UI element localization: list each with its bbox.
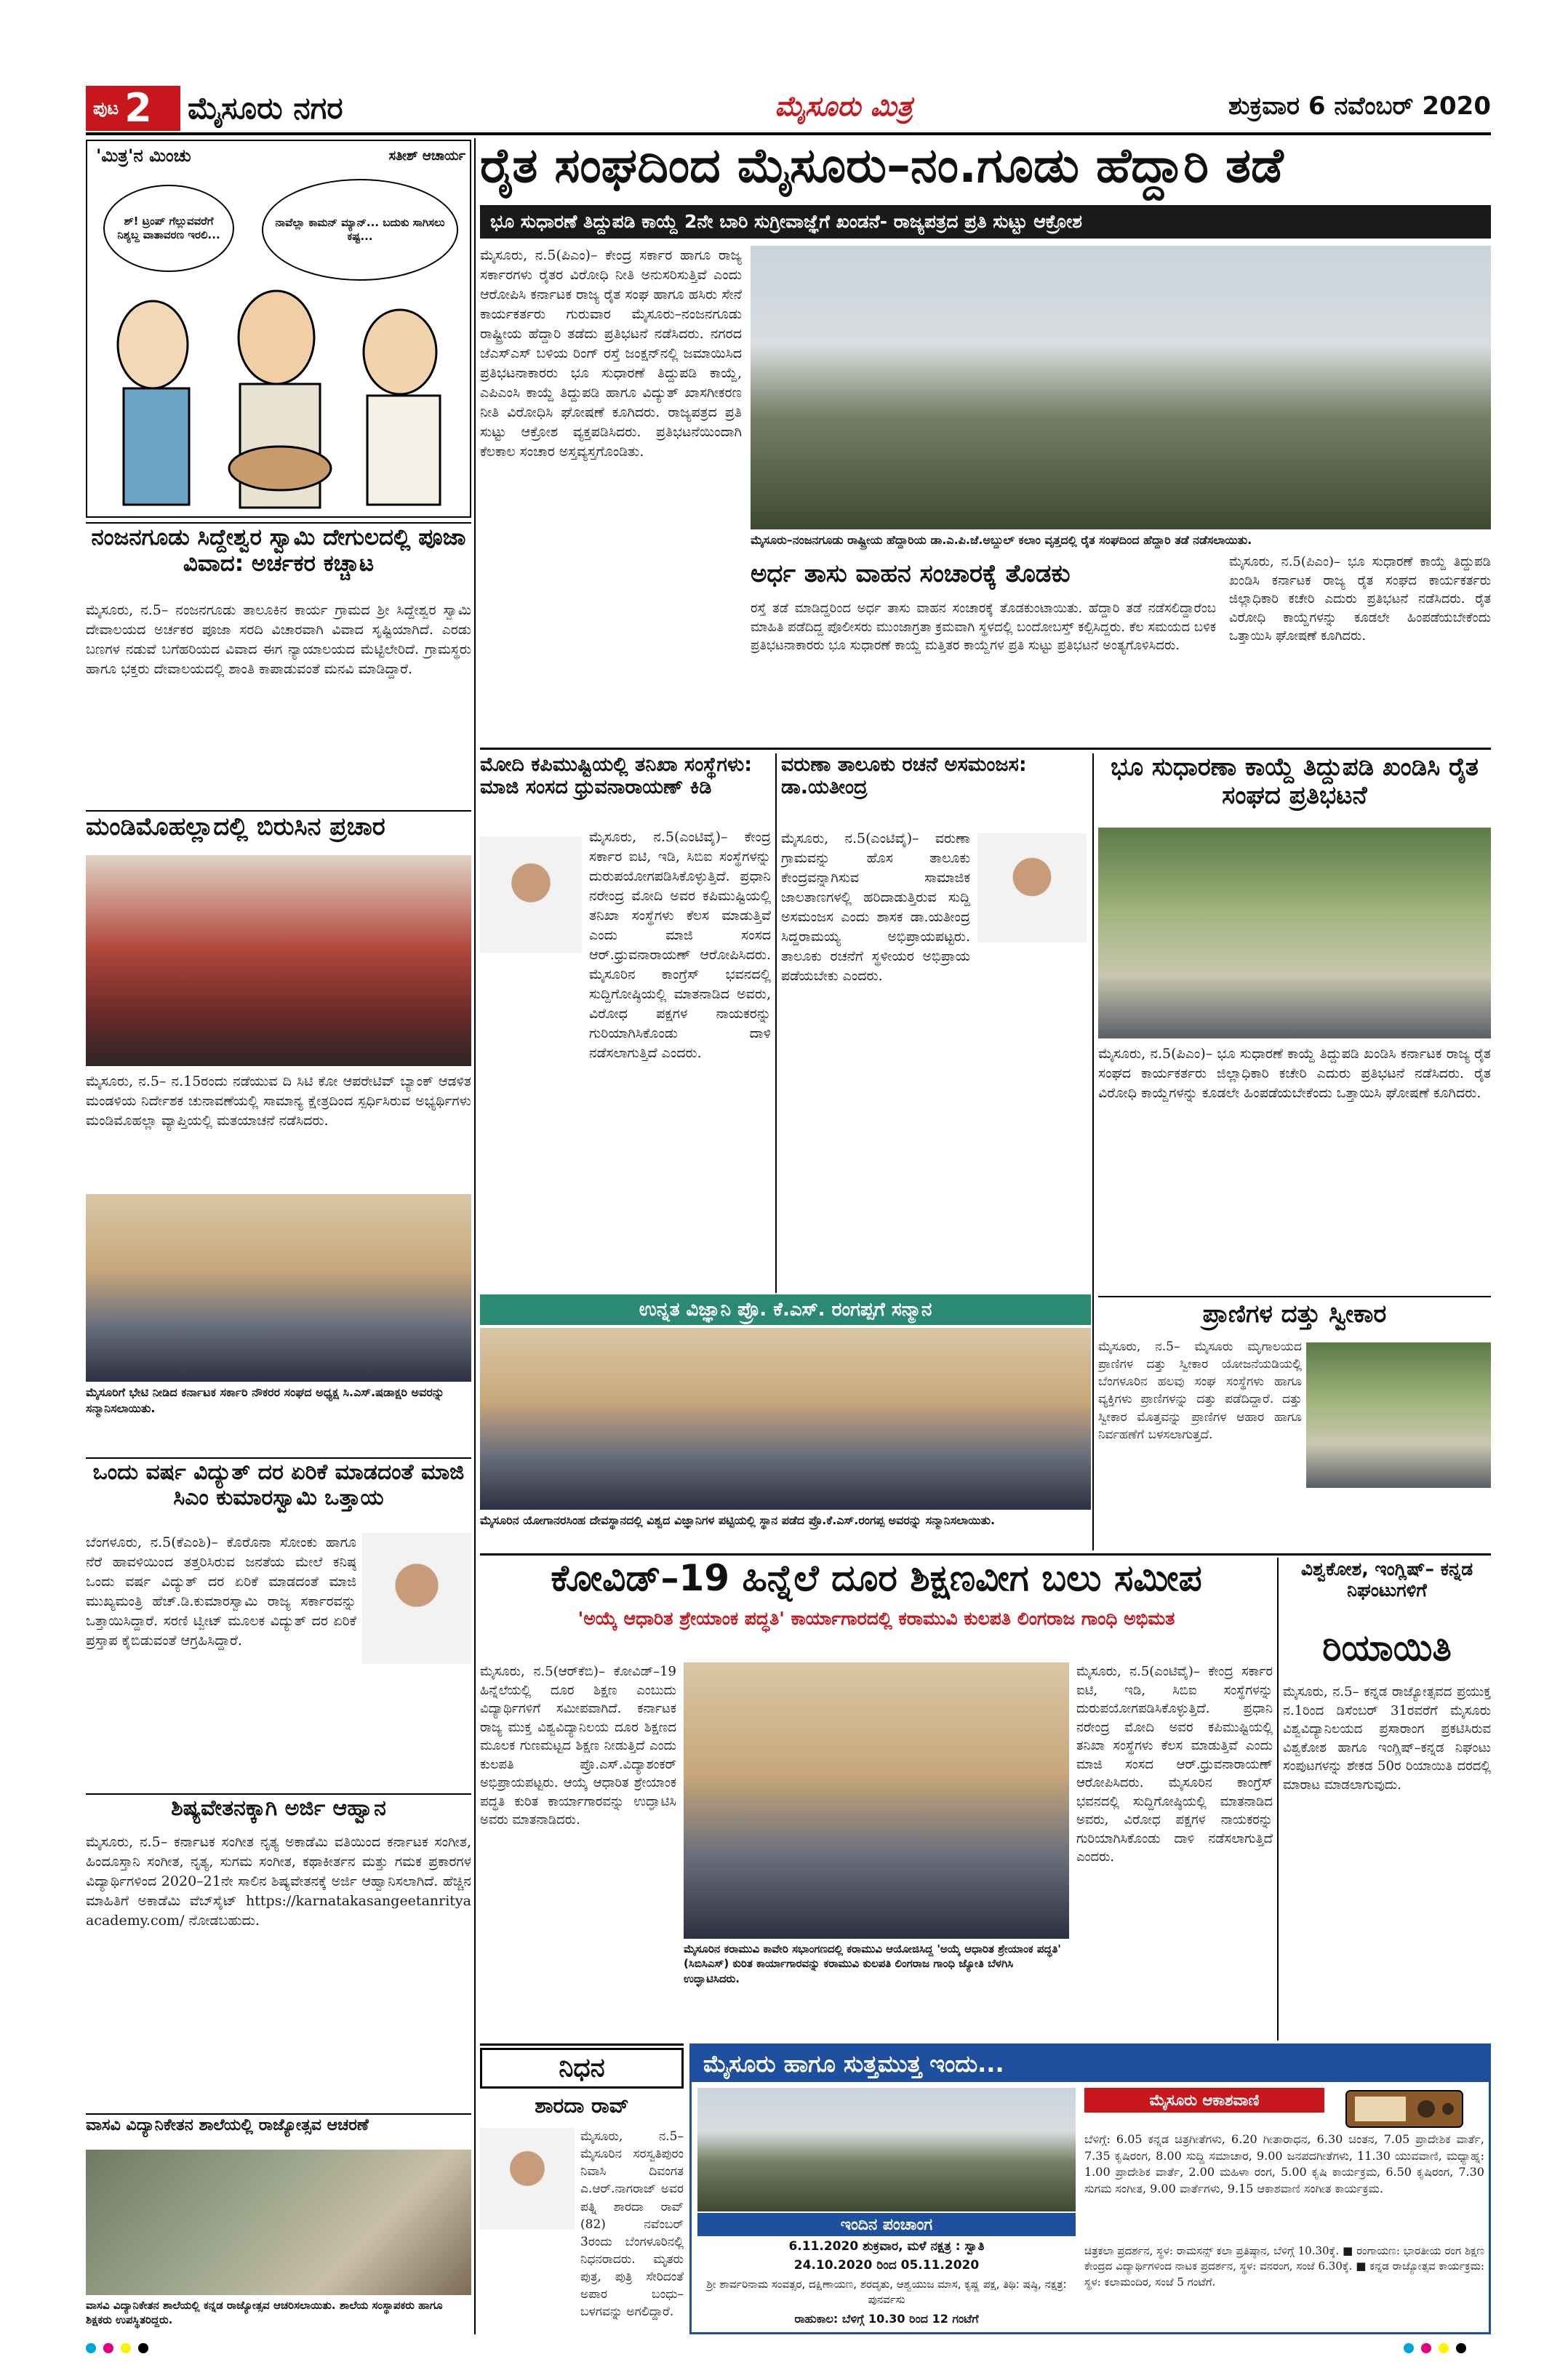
- panchanga-body: ಶ್ರೀ ಶಾರ್ವರಿನಾಮ ಸಂವತ್ಸರ, ದಕ್ಷಿಣಾಯಣ, ಶರದೃತು, ಆಶ್ವಯುಜ ಮಾಸ, ಕೃಷ್ಣ ಪಕ್ಷ, ತಿಥಿ: ಷಷ್ಠಿ, ನಕ್ಷತ್ರ: ಪುನರ್ವಸು: [706, 2278, 1067, 2306]
- registration-dots-right: [1404, 2343, 1491, 2358]
- encyclopedia-headline-small: ವಿಶ್ವಕೋಶ, ಇಂಗ್ಲಿಷ್– ಕನ್ನಡ ನಿಘಂಟುಗಳಿಗೆ: [1300, 1559, 1473, 1601]
- column-divider-3: [1092, 753, 1094, 1550]
- column-divider-4: [1277, 1558, 1279, 2041]
- lead-subheadline-bar: [480, 205, 1491, 239]
- paper-name: ಮೈಸೂರು ಮಿತ್ರ: [775, 90, 913, 122]
- covid-top-rule: [480, 1553, 1491, 1556]
- rangappa-headline: ಉನ್ನತ ವಿಜ್ಞಾನಿ ಪ್ರೊ. ಕೆ.ಎಸ್. ರಂಗಪ್ಪಗೆ ಸನ್ಮಾನ: [639, 1298, 932, 1321]
- covid-subheadline: 'ಅಯ್ಕೆ ಆಧಾರಿತ ಶ್ರೇಯಾಂಕ ಪದ್ಧತಿ' ಕಾರ್ಯಾಗಾರದಲ್ಲಿ ಕರಾಮುವಿ ಕುಲಪತಿ ಲಿಂಗರಾಜ ಗಾಂಧಿ ಅಭಿಮತ: [577, 1609, 1175, 1629]
- radio-title: ಮೈಸೂರು ಆಕಾಶವಾಣಿ: [1149, 2091, 1260, 2109]
- registration-dot-black: [1456, 2343, 1466, 2353]
- cartoon-artist: ಸತೀಶ್ ಆಚಾರ್ಯ: [388, 148, 465, 164]
- obituary-body: ಮೈಸೂರು, ನ.5– ಮೈಸೂರಿನ ಸರಸ್ವತಿಪುರಂ ನಿವಾಸಿ ದಿವಂಗತ ಎ.ಆರ್.ನಾಗರಾಜ್ ಅವರ ಪತ್ನಿ ಶಾರದಾ ರಾವ್ (82) ನವೆಂಬರ್ 3ರಂದು ಬೆಂಗಳೂರಿನಲ್ಲಿ ನಿಧನರಾದರು. ಮೃತರು ಪುತ್ರ, ಪುತ್ರಿ ಸೇರಿದಂತೆ ಅಪಾರ ಬಂಧು–ಬಳಗವನ್ನು ಅಗಲಿದ್ದಾರೆ.: [580, 2129, 684, 2320]
- left-column-rule-5: [86, 2113, 471, 2115]
- today-box: [689, 2043, 1491, 2334]
- rahukala: ರಾಹುಕಾಲ: ಬೆಳಿಗ್ಗೆ 10.30 ರಿಂದ 12 ಗಂಟೆಗೆ: [794, 2312, 979, 2326]
- covid-body-cont: ಮೈಸೂರು, ನ.5(ಎಂಟಿವೈ)– ಕೇಂದ್ರ ಸರ್ಕಾರ ಐಟಿ, ಇಡಿ, ಸಿಬಿಐ ಸಂಸ್ಥೆಗಳನ್ನು ದುರುಪಯೋಗಪಡಿಸಿಕೊಳ್ಳುತ್ತಿದೆ. ಪ್ರಧಾನಿ ನರೇಂದ್ರ ಮೋದಿ ಅವರ ಕಪಿಮುಷ್ಟಿಯಲ್ಲಿ ತನಿಖಾ ಸಂಸ್ಥೆಗಳು ಕೆಲಸ ಮಾಡುತ್ತಿವೆ ಎಂದು ಮಾಜಿ ಸಂಸದ ಆರ್.ಧ್ರುವನಾರಾಯಣ್ ಆರೋಪಿಸಿದರು. ಮೈಸೂರಿನ ಕಾಂಗ್ರೆಸ್ ಭವನದಲ್ಲಿ ಸುದ್ದಿಗೋಷ್ಠಿಯಲ್ಲಿ ಮಾತನಾಡಿದ ಅವರು, ವಿರೋಧ ಪಕ್ಷಗಳ ನಾಯಕರನ್ನು ಗುರಿಯಾಗಿಸಿಕೊಂಡು ದಾಳಿ ನಡೆಸಲಾಗುತ್ತಿದೆ ಎಂದರು.: [1076, 1664, 1273, 1865]
- covid-photo: [684, 1662, 1069, 1939]
- vasavi-photo: [86, 2150, 471, 2295]
- today-banner: ಮೈಸೂರು ಹಾಗೂ ಸುತ್ತಮುತ್ತ ಇಂದು...: [703, 2049, 1004, 2078]
- masthead: [0, 86, 1568, 131]
- cartoon-bubble-left-text: ಶ್! ಟ್ರಂಪ್ ಗೆಲ್ಲುವವರೆಗೆ ನಿಶ್ಯಬ್ದ ವಾತಾವರಣ ಇರಲಿ...: [117, 215, 220, 241]
- cartoon-title: 'ಮಿತ್ರ'ನ ಮಿಂಚು: [96, 145, 191, 166]
- registration-dot-yellow: [1439, 2343, 1449, 2353]
- temple-headline: ನಂಜನಗೂಡು ಸಿದ್ದೇಶ್ವರ ಸ್ವಾಮಿ ದೇಗುಲದಲ್ಲಿ ಪೂಜಾ ವಿವಾದ: ಅರ್ಚಕರ ಕಚ್ಚಾಟ: [91, 525, 466, 577]
- mandi-photo-caption: ಮೈಸೂರಿಗೆ ಭೇಟಿ ನೀಡಿದ ಕರ್ನಾಟಕ ಸರ್ಕಾರಿ ನೌಕರರ ಸಂಘದ ಅಧ್ಯಕ್ಷ ಸಿ.ಎಸ್.ಷಡಾಕ್ಷರಿ ಅವರನ್ನು ಸನ್ಮಾನಿಸಲಾಯಿತು.: [86, 1385, 444, 1415]
- vasavi-headline: ವಾಸವಿ ವಿದ್ಯಾನಿಕೇತನ ಶಾಲೆಯಲ್ಲಿ ರಾಜ್ಯೋತ್ಸವ ಆಚರಣೆ: [86, 2116, 369, 2134]
- cartoon-box: [86, 140, 471, 518]
- page-number: 2: [124, 86, 152, 131]
- electricity-body: ಬೆಂಗಳೂರು, ನ.5(ಕೆಎಂಶಿ)– ಕೊರೊನಾ ಸೋಂಕು ಹಾಗೂ ನೆರೆ ಹಾವಳಿಯಿಂದ ತತ್ತರಿಸಿರುವ ಜನತೆಯ ಮೇಲೆ ಕನಿಷ್ಠ ಒಂದು ವರ್ಷ ವಿದ್ಯುತ್ ದರ ಏರಿಕೆ ಮಾಡದಂತೆ ಮಾಜಿ ಮುಖ್ಯಮಂತ್ರಿ ಹೆಚ್.ಡಿ.ಕುಮಾರಸ್ವಾಮಿ ರಾಜ್ಯ ಸರ್ಕಾರವನ್ನು ಒತ್ತಾಯಿಸಿದ್ದಾರೆ. ಸರಣಿ ಟ್ವೀಟ್ ಮೂಲಕ ವಿದ್ಯುತ್ ದರ ಏರಿಕೆ ಪ್ರಸ್ತಾಪ ಕೈಬಿಡುವಂತೆ ಆಗ್ರಹಿಸಿದ್ದಾರೆ.: [86, 1534, 356, 1649]
- left-column-rule-2: [86, 810, 471, 812]
- zoo-body: ಮೈಸೂರು, ನ.5– ಮೈಸೂರು ಮೃಗಾಲಯದ ಪ್ರಾಣಿಗಳ ದತ್ತು ಸ್ವೀಕಾರ ಯೋಜನೆಯಡಿಯಲ್ಲಿ ಬೆಂಗಳೂರಿನ ಹಲವು ಸಂಘ ಸಂಸ್ಥೆಗಳು ಹಾಗೂ ವ್ಯಕ್ತಿಗಳು ಪ್ರಾಣಿಗಳನ್ನು ದತ್ತು ಪಡೆದಿದ್ದಾರೆ. ದತ್ತು ಸ್ವೀಕಾರ ಮೊತ್ತವನ್ನು ಪ್ರಾಣಿಗಳ ಆಹಾರ ಹಾಗೂ ನಿರ್ವಹಣೆಗೆ ಬಳಸಲಾಗುತ್ತದೆ.: [1098, 1340, 1302, 1442]
- cartoon-bubble-right: [262, 179, 458, 281]
- panchanga-title-bar: [697, 2213, 1076, 2236]
- column-divider-2: [775, 753, 777, 1293]
- cartoon-bubble-right-text: ನಾವೆಲ್ಲಾ ಕಾಮನ್ ಮ್ಯಾನ್... ಬದುಕು ಸಾಗಿಸಲು ಕಷ್ಟ...: [275, 216, 445, 243]
- registration-dot-cyan: [86, 2343, 96, 2353]
- left-column-rule-3: [86, 1457, 471, 1459]
- varuna-headline: ವರುಣಾ ತಾಲೂಕು ರಚನೆ ಅಸಮಂಜಸ: ಡಾ.ಯತೀಂದ್ರ: [781, 753, 1027, 799]
- lead-headline: ರೈತ ಸಂಘದಿಂದ ಮೈಸೂರು–ನಂ.ಗೂಡು ಹೆದ್ದಾರಿ ತಡೆ: [480, 138, 1284, 193]
- middle-band-rule: [480, 748, 1491, 750]
- page-label: ಪುಟ: [93, 98, 119, 119]
- vasavi-photo-caption: ವಾಸವಿ ವಿದ್ಯಾನಿಕೇತನ ಶಾಲೆಯಲ್ಲಿ ಕನ್ನಡ ರಾಜ್ಯೋತ್ಸವ ಆಚರಿಸಲಾಯಿತು. ಶಾಲೆಯ ಸಂಸ್ಥಾಪಕರು ಹಾಗೂ ಶಿಕ್ಷಕರು ಉಪಸ್ಥಿತರಿದ್ದರು.: [86, 2299, 443, 2327]
- encyclopedia-body: ಮೈಸೂರು, ನ.5– ಕನ್ನಡ ರಾಜ್ಯೋತ್ಸವದ ಪ್ರಯುಕ್ತ ನ.1ರಿಂದ ಡಿಸೆಂಬರ್ 31ರವರೆಗೆ ಮೈಸೂರು ವಿಶ್ವವಿದ್ಯಾನಿಲಯದ ಪ್ರಸಾರಾಂಗ ಪ್ರಕಟಿಸಿರುವ ವಿಶ್ವಕೋಶ ಹಾಗೂ ಇಂಗ್ಲಿಷ್–ಕನ್ನಡ ನಿಘಂಟು ಸಂಪುಟಗಳನ್ನು ಶೇಕಡ 50ರ ರಿಯಾಯಿತಿ ದರದಲ್ಲಿ ಮಾರಾಟ ಮಾಡಲಾಗುವುದು.: [1283, 1684, 1491, 1793]
- modi-headline: ಮೋದಿ ಕಪಿಮುಷ್ಟಿಯಲ್ಲಿ ತನಿಖಾ ಸಂಸ್ಥೆಗಳು: ಮಾಜಿ ಸಂಸದ ಧ್ರುವನಾರಾಯಣ್ ಕಿಡಿ: [480, 753, 753, 799]
- mysore-palace-photo: [697, 2088, 1076, 2211]
- column-divider-1: [474, 138, 476, 2334]
- electricity-headline: ಒಂದು ವರ್ಷ ವಿದ್ಯುತ್ ದರ ಏರಿಕೆ ಮಾಡದಂತೆ ಮಾಜಿ ಸಿಎಂ ಕುಮಾರಸ್ವಾಮಿ ಒತ್ತಾಯ: [92, 1460, 465, 1510]
- scholarship-headline: ಶಿಷ್ಯವೇತನಕ್ಕಾಗಿ ಅರ್ಜಿ ಆಹ್ವಾನ: [171, 1796, 386, 1821]
- covid-photo-caption: ಮೈಸೂರಿನ ಕರಾಮುವಿ ಕಾವೇರಿ ಸಭಾಂಗಣದಲ್ಲಿ ಕರಾಮುವಿ ಆಯೋಜಿಸಿದ್ದ 'ಅಯ್ಕೆ ಆಧಾರಿತ ಶ್ರೇಯಾಂಕ ಪದ್ಧತಿ' (ಸಿಬಿಸಿಎಸ್) ಕುರಿತ ಕಾರ್ಯಾಗಾರವನ್ನು ಕರಾಮುವಿ ಕುಲಪತಿ ಲಿಂಗರಾಜ ಗಾಂಧಿ ಜ್ಯೋತಿ ಬೆಳಗಿಸಿ ಉದ್ಘಾಟಿಸಿದರು.: [684, 1942, 1061, 1985]
- today-banner-bar: [692, 2046, 1489, 2082]
- issue-date: ಶುಕ್ರವಾರ 6 ನವೆಂಬರ್ 2020: [1228, 92, 1491, 121]
- zoo-headline: ಪ್ರಾಣಿಗಳ ದತ್ತು ಸ್ವೀಕಾರ: [1202, 1300, 1387, 1329]
- kumaraswamy-photo: [362, 1533, 471, 1664]
- lead-subheadline: ಭೂ ಸುಧಾರಣೆ ತಿದ್ದುಪಡಿ ಕಾಯ್ದೆ 2ನೇ ಬಾರಿ ಸುಗ್ರೀವಾಜ್ಞೆಗೆ ಖಂಡನೆ- ರಾಜ್ಯಪತ್ರದ ಪ್ರತಿ ಸುಟ್ಟು ಆಕ್ರೋಶ: [490, 211, 1082, 232]
- rangappa-headline-band: [480, 1294, 1091, 1325]
- page-number-badge: [86, 86, 180, 131]
- landreform-photo: [1098, 828, 1491, 1038]
- masthead-rule: [86, 132, 1491, 135]
- cartoon-bubble-left: [103, 185, 234, 272]
- registration-dots-left: [86, 2343, 202, 2358]
- zoo-top-rule: [1098, 1296, 1491, 1297]
- section-name: ಮೈಸೂರು ನಗರ: [188, 90, 343, 126]
- traffic-body: ರಸ್ತೆ ತಡೆ ಮಾಡಿದ್ದರಿಂದ ಅರ್ಧ ತಾಸು ವಾಹನ ಸಂಚಾರಕ್ಕೆ ತೊಡಕುಂಟಾಯಿತು. ಹೆದ್ದಾರಿ ತಡೆ ನಡೆಸಲಿದ್ದಾರೆಂಬ ಮಾಹಿತಿ ಪಡೆದಿದ್ದ ಪೊಲೀಸರು ಮುಂಜಾಗ್ರತಾ ಕ್ರಮವಾಗಿ ಸ್ಥಳದಲ್ಲಿ ಬಂದೋಬಸ್ತ್ ಕಲ್ಪಿಸಿದ್ದರು. ಕೆಲ ಸಮಯದ ಬಳಿಕ ಪ್ರತಿಭಟನಾಕಾರರು ಭೂ ಸುಧಾರಣೆ ಕಾಯ್ದೆ ಮತ್ತಿತರ ಕಾಯ್ದೆಗಳ ಪ್ರತಿ ಸುಟ್ಟು ಪ್ರತಿಭಟನೆ ಅಂತ್ಯಗೊಳಿಸಿದರು.: [751, 601, 1216, 654]
- obituary-heading-box: [480, 2048, 684, 2089]
- mandi-photo-felicitation: [86, 1194, 471, 1382]
- panchanga-line1: 6.11.2020 ಶುಕ್ರವಾರ, ಮಳೆ ನಕ್ಷತ್ರ : ಸ್ವಾತಿ: [788, 2239, 985, 2254]
- registration-dot-cyan: [1404, 2343, 1414, 2353]
- lead-photo-highway-protest: [751, 246, 1491, 529]
- lead-body: ಮೈಸೂರು, ನ.5(ಪಿಎಂ)– ಕೇಂದ್ರ ಸರ್ಕಾರ ಹಾಗೂ ರಾಜ್ಯ ಸರ್ಕಾರಗಳು ರೈತರ ವಿರೋಧಿ ನೀತಿ ಅನುಸರಿಸುತ್ತಿವೆ ಎಂದು ಆರೋಪಿಸಿ ಕರ್ನಾಟಕ ರಾಜ್ಯ ರೈತ ಸಂಘ ಹಾಗೂ ಹಸಿರು ಸೇನೆ ಕಾರ್ಯಕರ್ತರು ಗುರುವಾರ ಮೈಸೂರು–ನಂಜನಗೂಡು ರಾಷ್ಟ್ರೀಯ ಹೆದ್ದಾರಿ ತಡೆದು ಪ್ರತಿಭಟನೆ ನಡೆಸಿದರು. ನಗರದ ಜೆಎಸ್‌ಎಸ್ ಬಳಿಯ ರಿಂಗ್ ರಸ್ತೆ ಜಂಕ್ಷನ್‌ನಲ್ಲಿ ಜಮಾಯಿಸಿದ ಪ್ರತಿಭಟನಾಕಾರರು ಭೂ ಸುಧಾರಣೆ ತಿದ್ದುಪಡಿ ಕಾಯ್ದೆ, ಎಪಿಎಂಸಿ ಕಾಯ್ದೆ ತಿದ್ದುಪಡಿ ಹಾಗೂ ವಿದ್ಯುತ್ ಖಾಸಗೀಕರಣ ನೀತಿ ವಿರೋಧಿಸಿ ಘೋಷಣೆ ಕೂಗಿದರು. ರಾಜ್ಯಪತ್ರದ ಪ್ರತಿ ಸುಟ್ಟು ಆಕ್ರೋಶ ವ್ಯಕ್ತಪಡಿಸಿದರು. ಪ್ರತಿಭಟನೆಯಿಂದಾಗಿ ಕೆಲಕಾಲ ಸಂಚಾರ ಅಸ್ತವ್ಯಸ್ತಗೊಂಡಿತು.: [480, 247, 742, 460]
- scholarship-body: ಮೈಸೂರು, ನ.5– ಕರ್ನಾಟಕ ಸಂಗೀತ ನೃತ್ಯ ಅಕಾಡೆಮಿ ವತಿಯಿಂದ ಕರ್ನಾಟಕ ಸಂಗೀತ, ಹಿಂದೂಸ್ತಾನಿ ಸಂಗೀತ, ನೃತ್ಯ, ಸುಗಮ ಸಂಗೀತ, ಕಥಾಕೀರ್ತನ ಮತ್ತು ಗಮಕ ಪ್ರಕಾರಗಳ ವಿದ್ಯಾರ್ಥಿಗಳಿಂದ 2020–21ನೇ ಸಾಲಿನ ಶಿಷ್ಯವೇತನಕ್ಕೆ ಅರ್ಜಿ ಆಹ್ವಾನಿಸಲಾಗಿದೆ. ಹೆಚ್ಚಿನ ಮಾಹಿತಿಗೆ ಅಕಾಡೆಮಿ ವೆಬ್‌ಸೈಟ್ https://karnatakasangeetanritya academy.com/ ನೋಡಬಹುದು.: [86, 1834, 471, 1929]
- obituary-heading: ನಿಧನ: [559, 2053, 605, 2083]
- registration-dot-magenta: [103, 2343, 113, 2353]
- landreform-headline: ಭೂ ಸುಧಾರಣಾ ಕಾಯ್ದೆ ತಿದ್ದುಪಡಿ ಖಂಡಿಸಿ ರೈತ ಸಂಘದ ಪ್ರತಿಭಟನೆ: [1111, 753, 1479, 811]
- registration-dot-magenta: [1421, 2343, 1431, 2353]
- temple-body: ಮೈಸೂರು, ನ.5– ನಂಜನಗೂಡು ತಾಲೂಕಿನ ಕಾರ್ಯ ಗ್ರಾಮದ ಶ್ರೀ ಸಿದ್ದೇಶ್ವರ ಸ್ವಾಮಿ ದೇವಾಲಯದ ಅರ್ಚಕರ ಪೂಜಾ ಸರದಿ ವಿಚಾರವಾಗಿ ವಿವಾದ ಸೃಷ್ಟಿಯಾಗಿದೆ. ಎರಡು ಬಣಗಳ ನಡುವೆ ಬಗೆಹರಿಯದ ವಿವಾದ ಈಗ ನ್ಯಾಯಾಲಯದ ಮೆಟ್ಟಿಲೇರಿದೆ. ಗ್ರಾಮಸ್ಥರು ಹಾಗೂ ಭಕ್ತರು ದೇವಾಲಯದಲ್ಲಿ ಶಾಂತಿ ಕಾಪಾಡುವಂತೆ ಮನವಿ ಮಾಡಿದ್ದಾರೆ.: [86, 602, 471, 677]
- mandi-body: ಮೈಸೂರು, ನ.5– ನ.15ರಂದು ನಡೆಯುವ ದಿ ಸಿಟಿ ಕೋ ಆಪರೇಟಿವ್ ಬ್ಯಾಂಕ್ ಆಡಳಿತ ಮಂಡಳಿಯ ನಿರ್ದೇಶಕ ಚುನಾವಣೆಯಲ್ಲಿ ಸಾಮಾನ್ಯ ಕ್ಷೇತ್ರದಿಂದ ಸ್ಪರ್ಧಿಸಿರುವ ಅಭ್ಯರ್ಥಿಗಳು ಮಂಡಿಮೊಹಲ್ಲಾ ವ್ಯಾಪ್ತಿಯಲ್ಲಿ ಮತಯಾಚನೆ ನಡೆಸಿದರು.: [86, 1073, 471, 1129]
- lead-photo-caption: ಮೈಸೂರು–ನಂಜನಗೂಡು ರಾಷ್ಟ್ರೀಯ ಹೆದ್ದಾರಿಯ ಡಾ.ಎ.ಪಿ.ಜೆ.ಅಬ್ದುಲ್ ಕಲಾಂ ವೃತ್ತದಲ್ಲಿ ರೈತ ಸಂಘದಿಂದ ಹೆದ್ದಾರಿ ತಡೆ ನಡೆಸಲಾಯಿತು.: [751, 533, 1252, 547]
- zoo-photo: [1306, 1342, 1491, 1488]
- mandi-photo-campaign: [86, 855, 471, 1066]
- modi-body: ಮೈಸೂರು, ನ.5(ಎಂಟಿವೈ)– ಕೇಂದ್ರ ಸರ್ಕಾರ ಐಟಿ, ಇಡಿ, ಸಿಬಿಐ ಸಂಸ್ಥೆಗಳನ್ನು ದುರುಪಯೋಗಪಡಿಸಿಕೊಳ್ಳುತ್ತಿದೆ. ಪ್ರಧಾನಿ ನರೇಂದ್ರ ಮೋದಿ ಅವರ ಕಪಿಮುಷ್ಟಿಯಲ್ಲಿ ತನಿಖಾ ಸಂಸ್ಥೆಗಳು ಕೆಲಸ ಮಾಡುತ್ತಿವೆ ಎಂದು ಮಾಜಿ ಸಂಸದ ಆರ್.ಧ್ರುವನಾರಾಯಣ್ ಆರೋಪಿಸಿದರು. ಮೈಸೂರಿನ ಕಾಂಗ್ರೆಸ್ ಭವನದಲ್ಲಿ ಸುದ್ದಿಗೋಷ್ಠಿಯಲ್ಲಿ ಮಾತನಾಡಿದ ಅವರು, ವಿರೋಧ ಪಕ್ಷಗಳ ನಾಯಕರನ್ನು ಗುರಿಯಾಗಿಸಿಕೊಂಡು ದಾಳಿ ನಡೆಸಲಾಗುತ್ತಿದೆ ಎಂದರು.: [589, 829, 771, 1061]
- events-right: ಚಿತ್ರಕಲಾ ಪ್ರದರ್ಶನ, ಸ್ಥಳ: ರಾಮಸನ್ಸ್ ಕಲಾ ಪ್ರತಿಷ್ಠಾನ, ಬೆಳಿಗ್ಗೆ 10.30ಕ್ಕೆ. ■ ರಂಗಾಯಣ: ಭಾರತೀಯ ರಂಗ ಶಿಕ್ಷಣ ಕೇಂದ್ರದ ವಿದ್ಯಾರ್ಥಿಗಳಿಂದ ನಾಟಕ ಪ್ರದರ್ಶನ, ಸ್ಥಳ: ವನರಂಗ, ಸಂಜೆ 6.30ಕ್ಕೆ. ■ ಕನ್ನಡ ರಾಜ್ಯೋತ್ಸವ ಕಾರ್ಯಕ್ರಮ: ಸ್ಥಳ: ಕಲಾಮಂದಿರ, ಸಂಜೆ 5 ಗಂಟೆಗೆ.: [1084, 2244, 1484, 2289]
- encyclopedia-headline-large: ರಿಯಾಯಿತಿ: [1322, 1628, 1452, 1669]
- rangappa-photo-caption: ಮೈಸೂರಿನ ಯೋಗಾನರಸಿಂಹ ದೇವಸ್ಥಾನದಲ್ಲಿ ವಿಶ್ವದ ವಿಜ್ಞಾನಿಗಳ ಪಟ್ಟಿಯಲ್ಲಿ ಸ್ಥಾನ ಪಡೆದ ಪ್ರೊ.ಕೆ.ಎಸ್.ರಂಗಪ್ಪ ಅವರನ್ನು ಸನ್ಮಾನಿಸಲಾಯಿತು.: [480, 1513, 996, 1527]
- covid-body: ಮೈಸೂರು, ನ.5(ಆರ್‌ಕೆಬಿ)– ಕೋವಿಡ್–19 ಹಿನ್ನೆಲೆಯಲ್ಲಿ ದೂರ ಶಿಕ್ಷಣ ಎಂಬುದು ವಿದ್ಯಾರ್ಥಿಗಳಿಗೆ ಸಮೀಪವಾಗಿದೆ. ಕರ್ನಾಟಕ ರಾಜ್ಯ ಮುಕ್ತ ವಿಶ್ವವಿದ್ಯಾನಿಲಯ ದೂರ ಶಿಕ್ಷಣದ ಮೂಲಕ ಗುಣಮಟ್ಟದ ಶಿಕ್ಷಣ ನೀಡುತ್ತಿದೆ ಎಂದು ಕುಲಪತಿ ಪ್ರೊ.ಎಸ್.ವಿದ್ಯಾಶಂಕರ್ ಅಭಿಪ್ರಾಯಪಟ್ಟರು. ಆಯ್ಕೆ ಆಧಾರಿತ ಶ್ರೇಯಾಂಕ ಪದ್ಧತಿ ಕುರಿತ ಕಾರ್ಯಾಗಾರವನ್ನು ಉದ್ಘಾಟಿಸಿ ಅವರು ಮಾತನಾಡಿದರು.: [480, 1664, 676, 1828]
- radio-title-bar: [1084, 2088, 1324, 2113]
- varuna-body: ಮೈಸೂರು, ನ.5(ಎಂಟಿವೈ)– ವರುಣಾ ಗ್ರಾಮವನ್ನು ಹೊಸ ತಾಲೂಕು ಕೇಂದ್ರವನ್ನಾಗಿಸುವ ಸಾಮಾಜಿಕ ಜಾಲತಾಣಗಳಲ್ಲಿ ಹರಿದಾಡುತ್ತಿರುವ ಸುದ್ದಿ ಅಸಮಂಜಸ ಎಂದು ಶಾಸಕ ಡಾ.ಯತೀಂದ್ರ ಸಿದ್ದರಾಮಯ್ಯ ಅಭಿಪ್ರಾಯಪಟ್ಟರು. ತಾಲೂಕು ರಚನೆಗೆ ಸ್ಥಳೀಯರ ಅಭಿಪ್ರಾಯ ಪಡೆಯಬೇಕು ಎಂದರು.: [781, 830, 970, 984]
- obituary-name: ಶಾರದಾ ರಾವ್: [535, 2094, 629, 2118]
- mandi-headline: ಮಂಡಿಮೊಹಲ್ಲಾದಲ್ಲಿ ಬಿರುಸಿನ ಪ್ರಚಾರ: [86, 813, 385, 841]
- cartoon-figures-illustration: [95, 287, 465, 512]
- radio-body: ಬೆಳಿಗ್ಗೆ: 6.05 ಕನ್ನಡ ಚಿತ್ರಗೀತೆಗಳು, 6.20 ಗೀತಾರಾಧನ, 6.30 ಚಿಂತನ, 7.05 ಪ್ರಾದೇಶಿಕ ವಾರ್ತೆ, 7.35 ಕೃಷಿರಂಗ, 8.00 ಸುದ್ದಿ ಸಮಾಚಾರ, 9.00 ಜನಪದಗೀತೆಗಳು, 11.30 ಯುವವಾಣಿ, ಮಧ್ಯಾಹ್ನ: 1.00 ಪ್ರಾದೇಶಿಕ ವಾರ್ತೆ, 2.00 ಮಹಿಳಾ ರಂಗ, 5.00 ಕೃಷಿ ಕಾರ್ಯಕ್ರಮ, 6.50 ಕೃಷಿರಂಗ, 7.30 ಸುಗಮ ಸಂಗೀತ, 9.00 ವಾರ್ತೆಗಳು, 9.15 ಆಕಾಶವಾಣಿ ಸಂಗೀತ ಕಾರ್ಯಕ್ರಮ.: [1084, 2132, 1484, 2196]
- rangappa-photo: [480, 1328, 1091, 1510]
- left-column-rule-4: [86, 1793, 471, 1795]
- panchanga-title: ಇಂದಿನ ಪಂಚಾಂಗ: [840, 2215, 933, 2234]
- registration-dot-black: [138, 2343, 148, 2353]
- covid-headline: ಕೋವಿಡ್–19 ಹಿನ್ನೆಲೆ ದೂರ ಶಿಕ್ಷಣವೀಗ ಬಲು ಸಮೀಪ: [551, 1558, 1202, 1599]
- traffic-headline: ಅರ್ಧ ತಾಸು ವಾಹನ ಸಂಚಾರಕ್ಕೆ ತೊಡಕು: [751, 560, 1071, 588]
- registration-dot-yellow: [121, 2343, 131, 2353]
- left-column-rule-1: [86, 522, 471, 524]
- landreform-body: ಮೈಸೂರು, ನ.5(ಪಿಎಂ)– ಭೂ ಸುಧಾರಣೆ ಕಾಯ್ದೆ ತಿದ್ದುಪಡಿ ಖಂಡಿಸಿ ಕರ್ನಾಟಕ ರಾಜ್ಯ ರೈತ ಸಂಘದ ಕಾರ್ಯಕರ್ತರು ಜಿಲ್ಲಾಧಿಕಾರಿ ಕಚೇರಿ ಎದುರು ಪ್ರತಿಭಟನೆ ನಡೆಸಿದರು. ರೈತ ವಿರೋಧಿ ಕಾಯ್ದೆಗಳನ್ನು ಕೂಡಲೇ ಹಿಂಪಡೆಯಬೇಕೆಂದು ಒತ್ತಾಯಿಸಿ ಘೋಷಣೆ ಕೂಗಿದರು.: [1098, 1046, 1491, 1101]
- panchanga-line2: 24.10.2020 ರಿಂದ 05.11.2020: [793, 2258, 980, 2273]
- lead-continued-body: ಮೈಸೂರು, ನ.5(ಪಿಎಂ)– ಭೂ ಸುಧಾರಣೆ ಕಾಯ್ದೆ ತಿದ್ದುಪಡಿ ಖಂಡಿಸಿ ಕರ್ನಾಟಕ ರಾಜ್ಯ ರೈತ ಸಂಘದ ಕಾರ್ಯಕರ್ತರು ಜಿಲ್ಲಾಧಿಕಾರಿ ಕಚೇರಿ ಎದುರು ಪ್ರತಿಭಟನೆ ನಡೆಸಿದರು. ರೈತ ವಿರೋಧಿ ಕಾಯ್ದೆಗಳನ್ನು ಕೂಡಲೇ ಹಿಂಪಡೆಯಬೇಕೆಂದು ಒತ್ತಾಯಿಸಿ ಘೋಷಣೆ ಕೂಗಿದರು.: [1229, 554, 1491, 644]
- radio-icon: [1332, 2086, 1477, 2130]
- obituary-top-rule: [480, 2043, 684, 2046]
